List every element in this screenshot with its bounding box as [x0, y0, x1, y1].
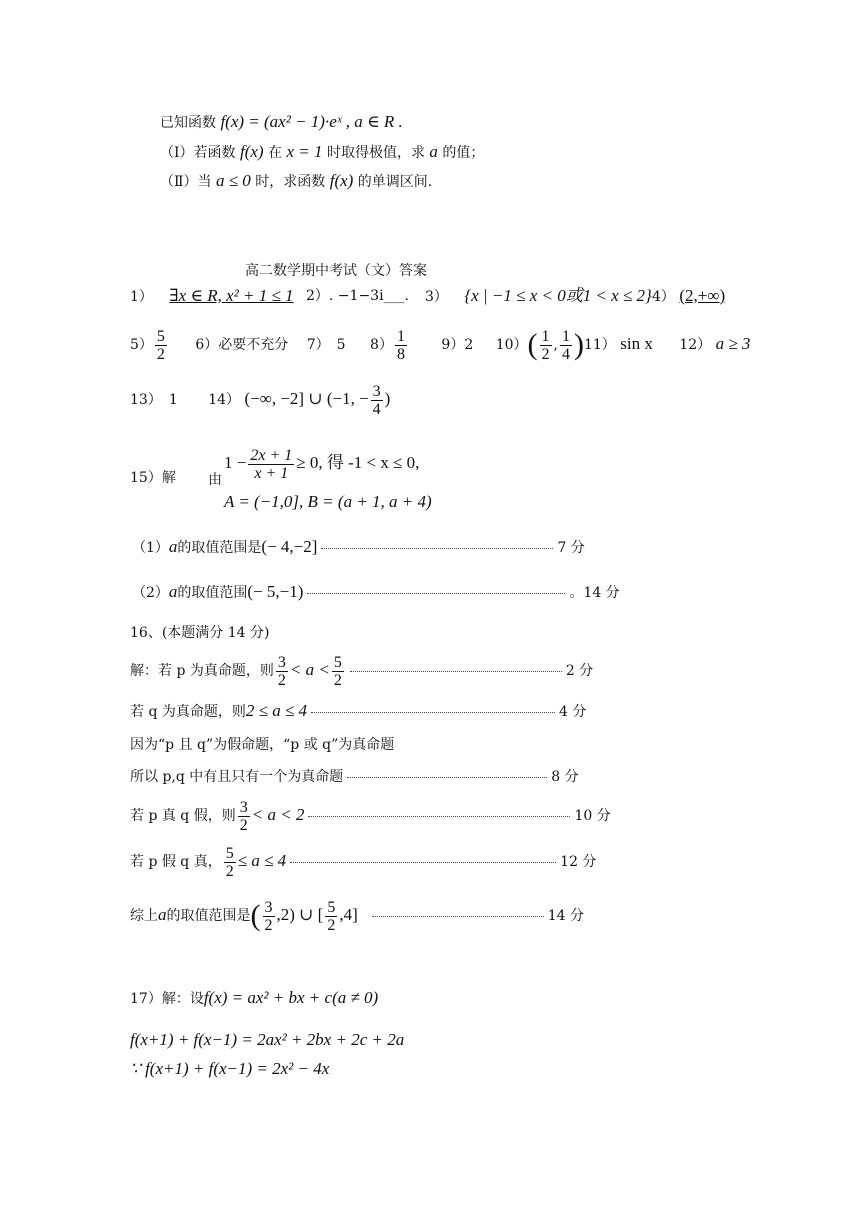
answer-12: a ≥ 3	[715, 334, 751, 353]
math: a ≤ 0	[215, 171, 251, 190]
fraction	[263, 899, 275, 934]
q15-you: 由	[208, 472, 222, 488]
answer-number: 11）	[583, 337, 616, 353]
answer-11: sin x	[620, 334, 653, 353]
leader-dots	[308, 815, 570, 817]
leader-dots	[290, 861, 556, 863]
leader-dots	[347, 776, 547, 778]
math: < a < 2	[251, 805, 305, 824]
leader-dots	[372, 915, 544, 917]
numerator: 3	[277, 653, 286, 671]
text: 若 p 真 q 假，则	[130, 808, 236, 824]
function-formula: f(x) = (ax² − 1)·eˣ , a ∈ R .	[220, 112, 403, 131]
text: 解：若 p 为真命题，则	[130, 663, 274, 679]
math: a	[168, 582, 178, 601]
text: 17）解：设	[130, 991, 204, 1007]
text: 的取值范围是	[166, 908, 251, 924]
math: A = (−1,0], B = (a + 1, a + 4)	[224, 492, 432, 511]
numerator: 5	[327, 898, 336, 916]
text: 若 p 假 q 真，	[130, 854, 222, 870]
answer-13: 13） 1	[130, 392, 178, 408]
fraction	[276, 654, 288, 689]
denominator: 2	[333, 671, 342, 689]
q15-sets	[224, 492, 432, 513]
answer-9: 9）2	[441, 337, 474, 353]
answer-14: (−∞, −2] ∪ (−1, −	[244, 389, 369, 408]
text: 的取值范围	[177, 585, 248, 601]
math: ≤ a ≤ 4	[237, 851, 287, 870]
text: （2）	[132, 585, 169, 601]
q15-part-2	[132, 582, 632, 603]
denominator: 2	[264, 916, 273, 934]
math: a	[158, 905, 167, 924]
paren: )	[573, 328, 584, 361]
numerator: 2x + 1	[250, 446, 293, 464]
answer-number: 12）	[679, 337, 712, 353]
score: 2 分	[565, 663, 594, 679]
answer-number: 1）	[130, 289, 153, 305]
math: f(x)	[239, 142, 264, 161]
score: 14 分	[547, 908, 585, 924]
answer-8	[395, 328, 407, 363]
q15-fraction	[248, 447, 294, 482]
math: < a <	[289, 660, 330, 679]
problem-line-1	[160, 112, 403, 133]
denominator: 2	[156, 345, 165, 363]
paren: (	[527, 328, 538, 361]
numerator: 1	[396, 327, 405, 345]
answer-4: (2,+∞)	[679, 286, 726, 305]
math: a	[168, 537, 178, 556]
q16-line-4	[130, 767, 579, 787]
math: ,4]	[339, 905, 358, 924]
denominator: 4	[561, 345, 570, 363]
math: f(x+1) + f(x−1) = 2ax² + 2bx + 2c + 2a	[130, 1030, 405, 1049]
answer-row-2: 5） $\frac{5}{2}$ 6）必要不充分 7） 5 8） $\frac{1}{8}$ 9）2 10）( $\frac{1}{2}$ , $\frac{1}{4}$ )11） sin x 12） a ≥ 3	[130, 327, 751, 363]
numerator: 3	[264, 898, 273, 916]
text: 的值；	[442, 145, 485, 161]
fraction	[238, 799, 250, 834]
score: 10 分	[574, 808, 611, 824]
answer-1: ∃x ∈ R, x² + 1 ≤ 1	[169, 286, 294, 305]
q16-line-5	[130, 796, 611, 835]
numerator: 1	[561, 327, 570, 345]
q15-inequality	[224, 445, 419, 482]
answer-row-4	[652, 286, 725, 307]
answer-title: 高二数学期中考试（文）答案	[245, 263, 427, 279]
numerator: 1	[541, 327, 550, 345]
answer-number: 3）	[425, 289, 448, 305]
leader-dots	[307, 592, 565, 594]
text: 所以 p,q 中有且只有一个为真命题	[130, 769, 344, 785]
fraction	[224, 845, 236, 880]
text: 的单调区间.	[357, 174, 433, 190]
denominator: 4	[372, 400, 381, 418]
denominator: x + 1	[254, 464, 289, 482]
text: 综上	[130, 908, 158, 924]
answer-row-1	[130, 286, 294, 307]
answer-row-3-line	[130, 381, 390, 418]
fraction	[325, 899, 337, 934]
problem-line-2	[160, 142, 484, 163]
denominator: 2	[327, 916, 336, 934]
math: ∵ f(x+1) + f(x−1) = 2x² − 4x	[130, 1059, 330, 1078]
math: 1 −	[224, 453, 247, 472]
text: （Ⅱ）当	[160, 174, 212, 190]
leader-dots	[321, 547, 553, 549]
paren: (	[250, 899, 261, 932]
answer-14-fraction	[371, 383, 383, 418]
score: 。14 分	[569, 585, 620, 601]
problem-line-3	[160, 171, 432, 192]
answer-row-3	[425, 286, 652, 307]
answer-5	[155, 328, 167, 363]
q17-line-1	[130, 988, 378, 1009]
answer-number: 10）	[495, 337, 528, 353]
math: f(x) = ax² + bx + c(a ≠ 0)	[203, 988, 379, 1007]
math: ≥ 0, 得 -1 < x ≤ 0,	[296, 453, 420, 472]
q17-line-2	[130, 1030, 404, 1051]
score: 4 分	[559, 704, 587, 720]
answer-7: 7） 5	[306, 337, 346, 353]
leader-dots	[350, 670, 562, 672]
answer-number: 14）	[208, 392, 241, 408]
fraction	[332, 654, 344, 689]
denominator: 2	[225, 862, 234, 880]
text: 的取值范围是	[177, 540, 262, 556]
q16-header: 16、(本题满分 14 分)	[130, 625, 270, 641]
numerator: 5	[225, 844, 234, 862]
math: ,2) ∪ [	[276, 905, 324, 924]
answer-number: 4）	[652, 289, 675, 305]
math: (− 5,−1)	[247, 582, 304, 601]
answer-3: {x | −1 ≤ x < 0或1 < x ≤ 2}	[464, 286, 652, 305]
q17-line-3	[130, 1059, 329, 1080]
answer-number: 8）	[370, 337, 393, 353]
q16-line-2	[130, 701, 586, 722]
text: （1）	[132, 540, 169, 556]
text: （Ⅰ）若函数	[160, 145, 236, 161]
answer-10-a	[540, 328, 552, 363]
math: f(x)	[329, 171, 354, 190]
q16-line-7	[130, 895, 584, 936]
answer-6: 6）必要不充分	[195, 337, 289, 353]
q16-line-1	[130, 651, 593, 690]
leader-dots	[311, 711, 555, 713]
q16-line-3: 因为“p 且 q”为假命题，“p 或 q”为真命题	[130, 737, 395, 753]
math: (− 4,−2]	[261, 537, 318, 556]
answer-10-b	[560, 328, 572, 363]
math: a	[429, 142, 438, 161]
score: 7 分	[557, 540, 585, 556]
text: 时，求函数	[255, 174, 326, 190]
numerator: 5	[156, 327, 165, 345]
text: 时取得极值，求	[326, 145, 425, 161]
q15-label: 15）解	[130, 470, 176, 486]
answer-number: 5）	[130, 337, 153, 353]
numerator: 5	[333, 653, 342, 671]
denominator: 2	[239, 816, 248, 834]
text: 若 q 为真命题，则	[130, 704, 246, 720]
text: 已知函数	[160, 115, 216, 131]
math: 2 ≤ a ≤ 4	[245, 701, 308, 720]
score: 8 分	[551, 769, 579, 785]
denominator: 8	[396, 345, 405, 363]
math: x = 1	[286, 142, 323, 161]
score: 12 分	[560, 854, 597, 870]
answer-14-close: )	[384, 389, 391, 408]
q16-line-6	[130, 842, 596, 881]
denominator: 2	[277, 671, 286, 689]
numerator: 3	[372, 382, 381, 400]
numerator: 3	[239, 798, 248, 816]
answer-2: 2）. −1−3i___.	[306, 288, 410, 304]
denominator: 2	[541, 345, 550, 363]
text: 在	[268, 145, 283, 161]
q15-part-1	[132, 537, 632, 558]
